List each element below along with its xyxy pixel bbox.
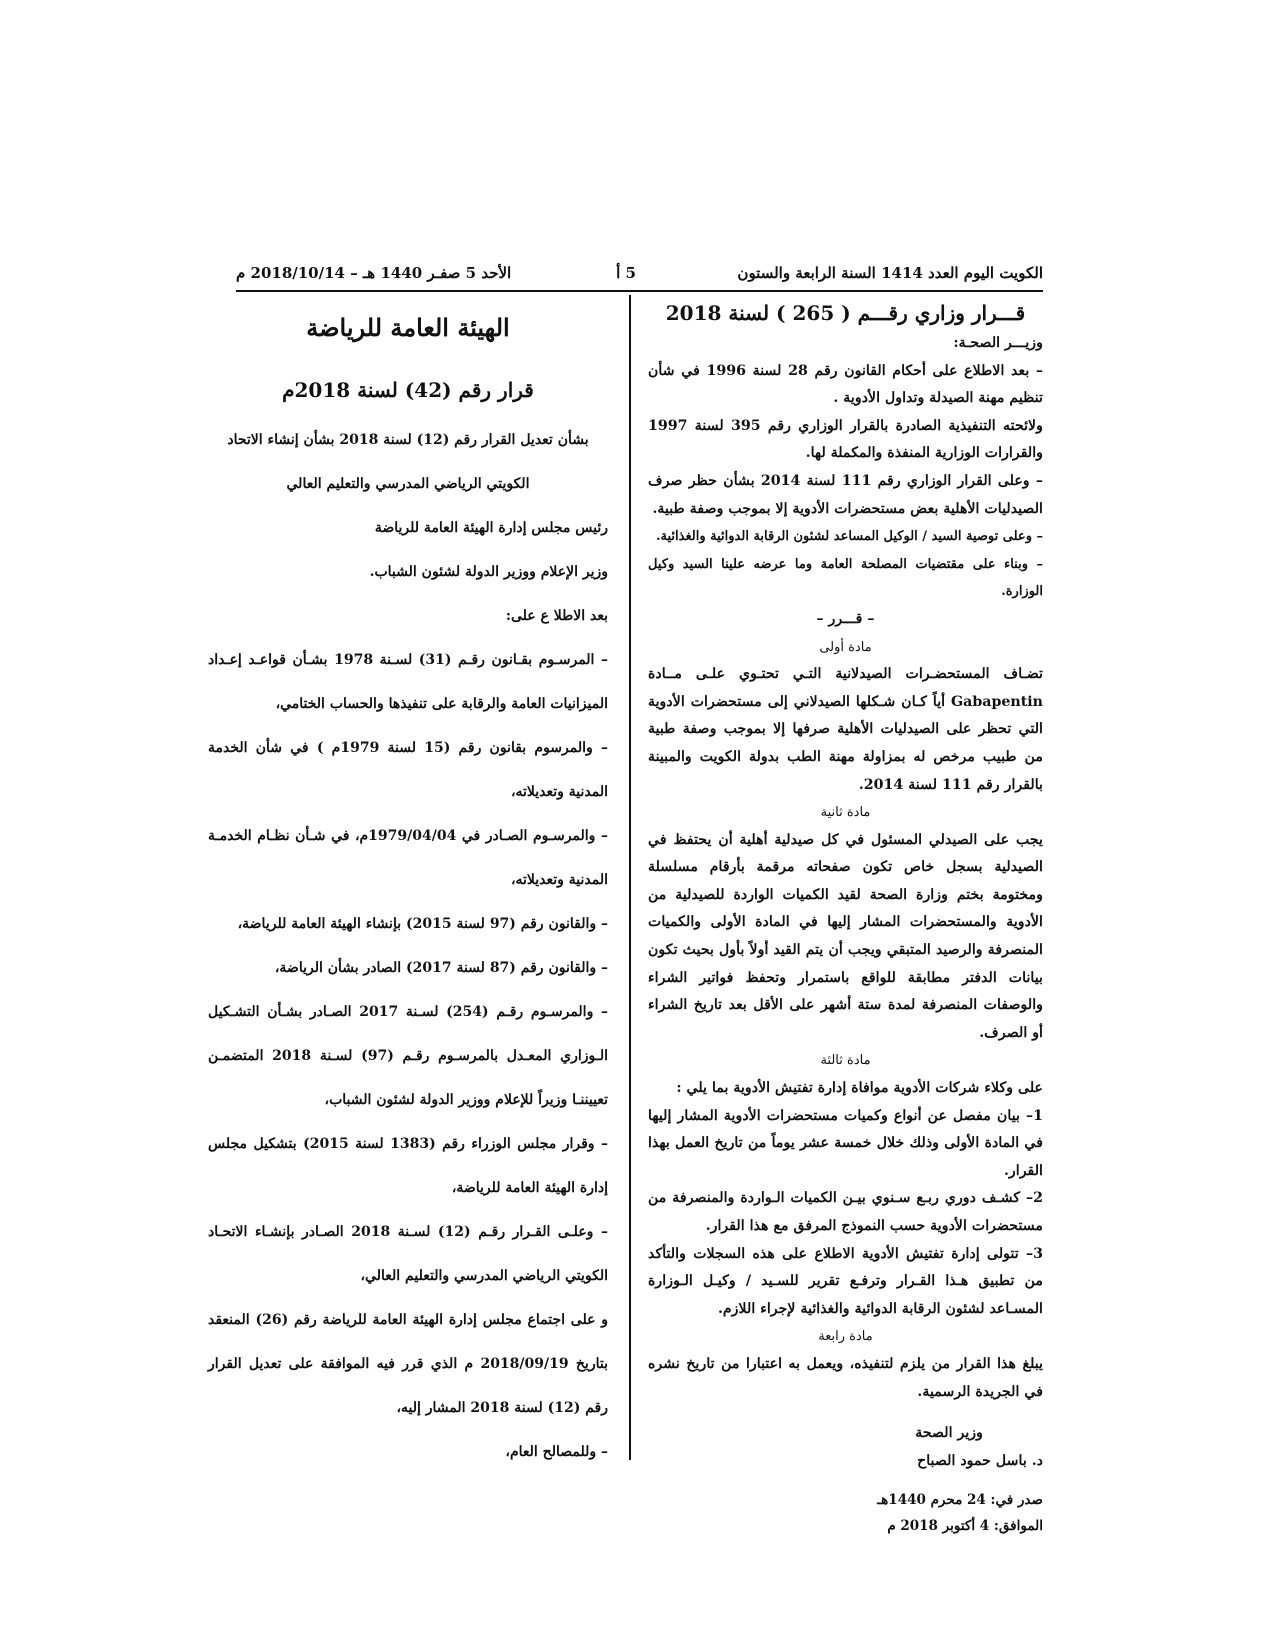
review-item: – والمرسـوم الصـادر في 1979/04/04م، في شـأن نظـام الخدمـة المدنية وتعديلاته، (208, 828, 608, 888)
header-divider (236, 290, 1043, 292)
review-item: – المرسـوم بقـانون رقـم (31) لسـنة 1978 بشـأن قواعـد إعـداد الميزانيات العامة والرقابة على تنفيذها والحساب الختامي، (208, 652, 608, 712)
article-3-item: 2– كشـف دوري ربـع سـنوي بيـن الكميات الـواردة والمنصرفة من مستحضرات الأدوية حسب النموذج المرفق مع هذا القرار. (648, 1190, 1043, 1234)
issuer-line: رئيس مجلس إدارة الهيئة العامة للرياضة (374, 520, 608, 536)
article-1-text: تضـاف المستحضـرات الصيدلانية التـي تحتـوي علـى مــادة Gabapentin أياً كـان شـكلها الصيدلاني إلى مستحضرات الأدوية التي تحظر على الصيدليات الأهلية صرفها إلا بموجب وصفة طبية من طبيب مرخص له بمزاولة مهنة الطب بدولة الكويت والمبينة بالقرار رقم 111 لسنة 2014. (648, 666, 1043, 793)
decree-word: – قـــرر – (816, 610, 875, 627)
minister-label: وزيـــر الصحـة: (953, 335, 1043, 351)
corresponding-date: الموافق: 4 أكتوبر 2018 م (887, 1518, 1043, 1535)
review-item: – والقانون رقم (87 لسنة 2017) الصادر بشأن الرياضة، (274, 960, 608, 976)
review-item: و على اجتماع مجلس إدارة الهيئة العامة للرياضة رقم (26) المنعقد بتاريخ 2018/09/19 م الذي قرر فيه الموافقة على تعديل القرار رقم (12) لسنة 2018 المشار إليه، (208, 1312, 609, 1416)
signature-title: وزير الصحة (915, 1425, 983, 1442)
preamble-item: – وعلى توصية السيد / الوكيل المساعد لشئون الرقابة الدوائية والغذائية. (656, 529, 1043, 545)
review-item: – والقانون رقم (97 لسنة 2015) بإنشاء الهيئة العامة للرياضة، (237, 916, 608, 932)
decree-265-title: قـــرار وزاري رقـــم ( 265 ) لسنة 2018 (665, 301, 1026, 325)
article-4-title: مادة رابعة (818, 1329, 873, 1345)
signature-name: د. باسل حمود الصباح (917, 1452, 1043, 1469)
page-header (236, 258, 1043, 290)
subject-line: الكويتي الرياضي المدرسي والتعليم العالي (286, 476, 530, 492)
article-2-title: مادة ثانية (820, 805, 871, 821)
review-item: – وعلـى القـرار رقـم (12) لسـنة 2018 الصـادر بإنشـاء الاتحـاد الكويتي الرياضي المدرسي والتعليم العالي، (208, 1224, 608, 1284)
header-gazette-issue: الكويت اليوم العدد 1414 السنة الرابعة والستون (737, 264, 1043, 282)
preamble-item: ولائحته التنفيذية الصادرة بالقرار الوزاري رقم 395 لسنة 1997 والقرارات الوزارية المنفذة والمكملة لها. (648, 417, 1043, 462)
preamble-item: – وعلى القرار الوزاري رقم 111 لسنة 2014 بشأن حظر صرف الصيدليات الأهلية بعض مستحضرات الأدوية إلا بموجب وصفة طبية. (648, 472, 1043, 517)
decree-dates (648, 1487, 1043, 1539)
issuer-line: وزير الإعلام ووزير الدولة لشئون الشباب. (369, 564, 608, 580)
review-item: – وللمصالح العام، (505, 1444, 608, 1460)
preamble-item: – وبناء على مقتضيات المصلحة العامة وما عرضه علينا السيد وكيل الوزارة. (648, 556, 1043, 600)
decree-265-column (648, 298, 1043, 1539)
header-page-number: 5 أ (616, 264, 636, 282)
article-1-title: مادة أولى (819, 639, 872, 655)
review-item: – وقرار مجلس الوزراء رقم (1383 لسنة 2015) بتشكيل مجلس إدارة الهيئة العامة للرياضة، (208, 1136, 608, 1196)
decree-42-column (208, 300, 608, 1474)
article-2-text: يجب على الصيدلي المسئول في كل صيدلية أهلية أن يحتفظ في الصيدلية بسجل خاص تكون صفحاته مرقمة بأرقام مسلسلة ومختومة بختم وزارة الصحة لقيد الكميات الواردة للصيدلية من الأدوية والمستحضرات المشار إليها في المادة الأولى والكميات المنصرفة والرصيد المتبقي ويجب أن يتم القيد أولاً بأول بحيث تكون بيانات الدفتر مطابقة للواقع باستمرار وتحفظ فواتير الشراء والوصفات المنصرفة لمدة ستة أشهر على الأقل بعد تاريخ الشراء أو الصرف. (648, 831, 1043, 1041)
article-3-item: 3– تتولى إدارة تفتيش الأدوية الاطلاع على هذه السجلات والتأكد من تطبيق هـذا القـرار وترفـع تقرير للسـيد / وكيـل الـوزارة المسـاعد لشئون الرقابة الدوائية والغذائية لإجراء اللازم. (648, 1245, 1043, 1317)
header-date: الأحد 5 صفـر 1440 هـ – 2018/10/14 م (236, 264, 512, 282)
issued-date: صدر في: 24 محرم 1440هـ (877, 1492, 1043, 1509)
article-3-item: 1– بيان مفصل عن أنواع وكميات مستحضرات الأدوية المشار إليها في المادة الأولى وذلك خلال خمسة عشر يوماً من تاريخ العمل بهذا القرار. (648, 1107, 1043, 1179)
authority-heading: الهيئة العامة للرياضة (306, 313, 510, 342)
review-item: – والمرسوم بقانون رقم (15 لسنة 1979م ) في شأن الخدمة المدنية وتعديلاته، (208, 740, 608, 800)
preamble-item: – بعد الاطلاع على أحكام القانون رقم 28 لسنة 1996 في شأن تنظيم مهنة الصيدلة وتداول الأدوية . (648, 362, 1044, 407)
subject-line: بشأن تعديل القرار رقم (12) لسنة 2018 بشأن إنشاء الاتحاد (227, 432, 589, 448)
article-4-text: يبلغ هذا القرار من يلزم لتنفيذه، ويعمل به اعتبارا من تاريخ نشره في الجريدة الرسمية. (648, 1355, 1043, 1400)
decree-42-title: قرار رقم (42) لسنة 2018م (282, 378, 534, 402)
article-3-title: مادة ثالثة (820, 1053, 871, 1069)
after-review-label: بعد الاطلا ع على: (505, 608, 608, 624)
review-item: – والمرسـوم رقـم (254) لسـنة 2017 الصـادر بشـأن التشـكيل الـوزاري المعـدل بالمرسـوم رقـم (97) لسـنة 2018 المتضمـن تعييننـا وزيراً للإعلام ووزير الدولة لشئون الشباب، (208, 1004, 608, 1108)
article-3-intro: على وكلاء شركات الأدوية موافاة إدارة تفتيش الأدوية بما يلي : (676, 1080, 1043, 1097)
column-divider (629, 295, 631, 1460)
